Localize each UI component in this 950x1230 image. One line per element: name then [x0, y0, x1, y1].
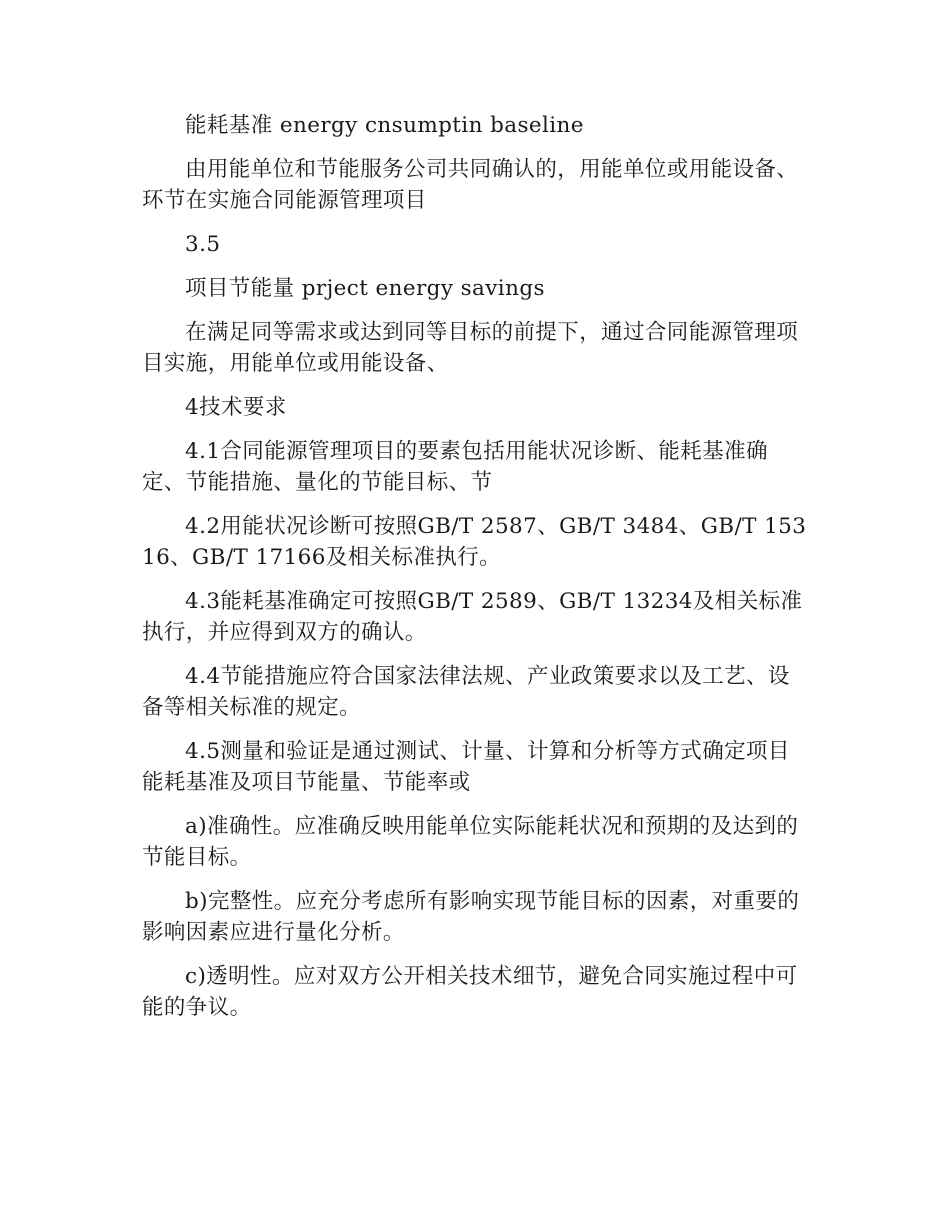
- list-item-b-completeness: b)完整性。应充分考虑所有影响实现节能目标的因素，对重要的影响因素应进行量化分析。: [142, 889, 800, 945]
- list-item-c-transparency: c)透明性。应对双方公开相关技术细节，避免合同实施过程中可能的争议。: [142, 964, 798, 1020]
- clause-4-3: 4.3能耗基准确定可按照GB/T 2589、GB/T 13234及相关标准执行，并应得到双方的确认。: [142, 589, 803, 645]
- clause-4-4: 4.4节能措施应符合国家法律法规、产业政策要求以及工艺、设备等相关标准的规定。: [142, 664, 790, 720]
- section-number-3-5: 3.5: [185, 232, 221, 257]
- clause-4-5: 4.5测量和验证是通过测试、计量、计算和分析等方式确定项目能耗基准及项目节能量、节能率或: [142, 739, 790, 795]
- term-heading-energy-baseline: 能耗基准 energy cnsumptin baseline: [185, 113, 584, 138]
- list-item-a-accuracy: a)准确性。应准确反映用能单位实际能耗状况和预期的及达到的节能目标。: [142, 814, 799, 870]
- definition-energy-baseline: 由用能单位和节能服务公司共同确认的，用能单位或用能设备、环节在实施合同能源管理项目: [142, 157, 799, 213]
- section-heading-technical-requirements: 4技术要求: [185, 395, 287, 420]
- definition-project-savings: 在满足同等需求或达到同等目标的前提下，通过合同能源管理项目实施，用能单位或用能设备、: [142, 320, 799, 376]
- term-heading-project-savings: 项目节能量 prject energy savings: [185, 276, 545, 301]
- clause-4-1: 4.1合同能源管理项目的要素包括用能状况诊断、能耗基准确定、节能措施、量化的节能目标、节: [142, 439, 768, 495]
- clause-4-2: 4.2用能状况诊断可按照GB/T 2587、GB/T 3484、GB/T 15316、GB/T 17166及相关标准执行。: [142, 514, 807, 570]
- document-page: [142, 110, 807, 1036]
